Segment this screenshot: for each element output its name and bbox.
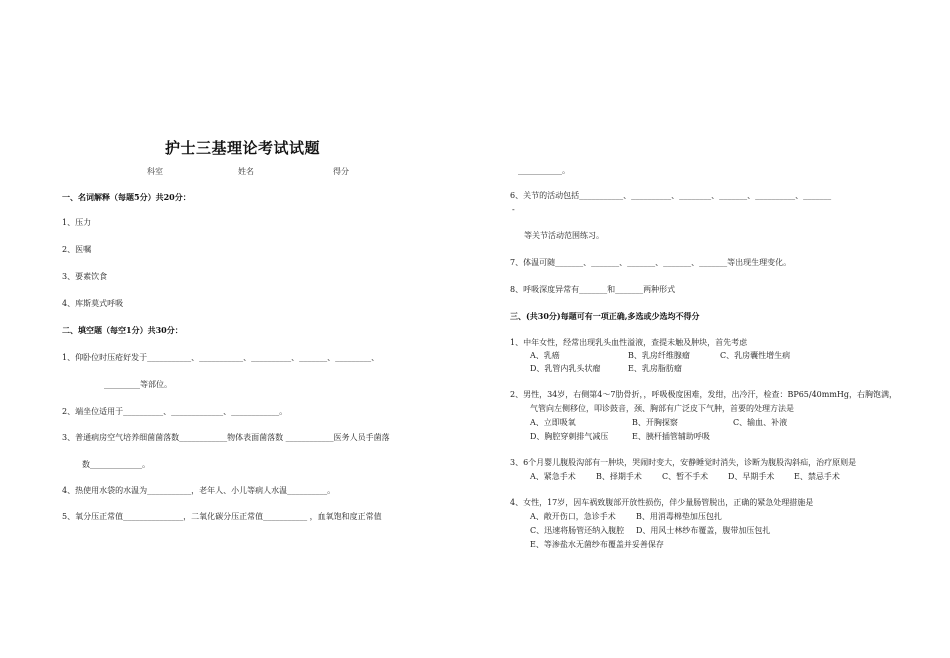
mc-option: D、胸腔穿刺排气减压 bbox=[530, 432, 609, 441]
dept-label: 科室 bbox=[147, 167, 163, 176]
mc-option: A、立即吸氧 bbox=[530, 418, 576, 427]
fill-question: 3、普通病房空气培养细菌菌落数____________物体表面菌落数 ____________医务人员手菌落 bbox=[62, 433, 390, 442]
mc-option: C、乳房囊性增生病 bbox=[720, 351, 791, 360]
mc-option: B、乳房纤维腺瘤 bbox=[628, 351, 690, 360]
fill-question: 7、体温可随_______、_______、_______、_______、_______等出现生理变化。 bbox=[510, 258, 792, 267]
mc-question-stem: 1、中年女性，经常出现乳头血性溢液，查提未触及肿块，首先考虑 bbox=[510, 338, 748, 347]
section2-heading: 二、填空题（每空1分）共30分： bbox=[62, 325, 183, 335]
fill-question-cont: _________等部位。 bbox=[104, 380, 172, 389]
name-label: 姓名 bbox=[238, 167, 254, 176]
mc-option: B、择期手术 bbox=[596, 472, 642, 481]
mc-option: C、输血、补液 bbox=[733, 418, 788, 427]
section1-item: 3、要素饮食 bbox=[62, 272, 108, 281]
mc-option: D、用风士林纱布覆盖，腹带加压包扎 bbox=[636, 526, 771, 535]
section1-item: 2、医嘱 bbox=[62, 245, 92, 254]
mc-question-stem: 4、女性，17岁，因车祸致腹部开放性损伤，伴少量肠管脱出，正确的紧急处理措施是 bbox=[510, 498, 814, 507]
section1-heading: 一、名词解释（每题5分）共20分： bbox=[62, 192, 191, 202]
mc-option: B、用消毒棉垫加压包扎 bbox=[636, 512, 722, 521]
fill-question-cont: ___________。 bbox=[518, 166, 570, 175]
mc-option: E、乳房脂肪瘤 bbox=[628, 364, 682, 373]
fill-question: 1、仰卧位时压疮好发于___________、___________、__________、_______、_________、 bbox=[62, 353, 380, 362]
mc-option: D、乳管内乳头状瘤 bbox=[530, 364, 601, 373]
fill-question-cont: 等关节活动范围练习。 bbox=[524, 231, 604, 240]
mc-option: E、禁忌手术 bbox=[794, 472, 840, 481]
mc-question-stem: 3、6个月婴儿腹股沟部有一肿块，哭闹时变大，安静睡觉时消失，诊断为腹股沟斜疝，治疗原则是 bbox=[510, 458, 857, 467]
fill-question: 5、氧分压正常值_______________，二氧化碳分压正常值___________ ，血氧饱和度正常值 bbox=[62, 512, 382, 521]
mc-question-stem-cont: 气管向左侧移位，叩诊鼓音，颈、胸部有广泛皮下气肿，首要的处理方法是 bbox=[530, 404, 794, 413]
fill-question: 8、呼吸深度异常有_______和_______两种形式 bbox=[510, 285, 676, 294]
fill-question: 6、关节的活动包括___________、__________、________、_______、__________、_______ bbox=[510, 191, 832, 200]
fill-question-dash: - bbox=[512, 205, 515, 214]
mc-option: A、紧急手术 bbox=[530, 472, 576, 481]
mc-option: A、敞开伤口，急诊手术 bbox=[530, 512, 616, 521]
exam-title: 护士三基理论考试试题 bbox=[165, 139, 321, 157]
mc-question-stem: 2、男性，34岁，右侧第4～7肋骨折，，呼吸极度困难，发绀，出冷汗，检查：BP65/40mmHg，右胸饱满， bbox=[510, 390, 898, 399]
section1-item: 4、库斯莫式呼吸 bbox=[62, 299, 124, 308]
section1-item: 1、压力 bbox=[62, 218, 92, 227]
fill-question: 4、热使用水袋的水温为___________，老年人、小儿等病人水温__________。 bbox=[62, 486, 336, 495]
mc-option: C、暂不手术 bbox=[662, 472, 709, 481]
fill-question: 2、端坐位适用于__________、_____________、____________。 bbox=[62, 407, 288, 416]
mc-option: E、胰杆插管辅助呼吸 bbox=[632, 432, 710, 441]
fill-question-cont: 数_____________。 bbox=[82, 460, 150, 469]
section3-heading: 三、(共30分)每题可有一项正确,多选或少选均不得分 bbox=[510, 311, 700, 321]
mc-option: B、开胸探察 bbox=[632, 418, 678, 427]
mc-option: E、等渗盐水无菌纱布覆盖并妥善保存 bbox=[530, 540, 664, 549]
mc-option: A、乳癌 bbox=[530, 351, 560, 360]
mc-option: D、早期手术 bbox=[728, 472, 775, 481]
score-label: 得分 bbox=[333, 167, 349, 176]
mc-option: C、迅速将肠管还纳入腹腔 bbox=[530, 526, 625, 535]
